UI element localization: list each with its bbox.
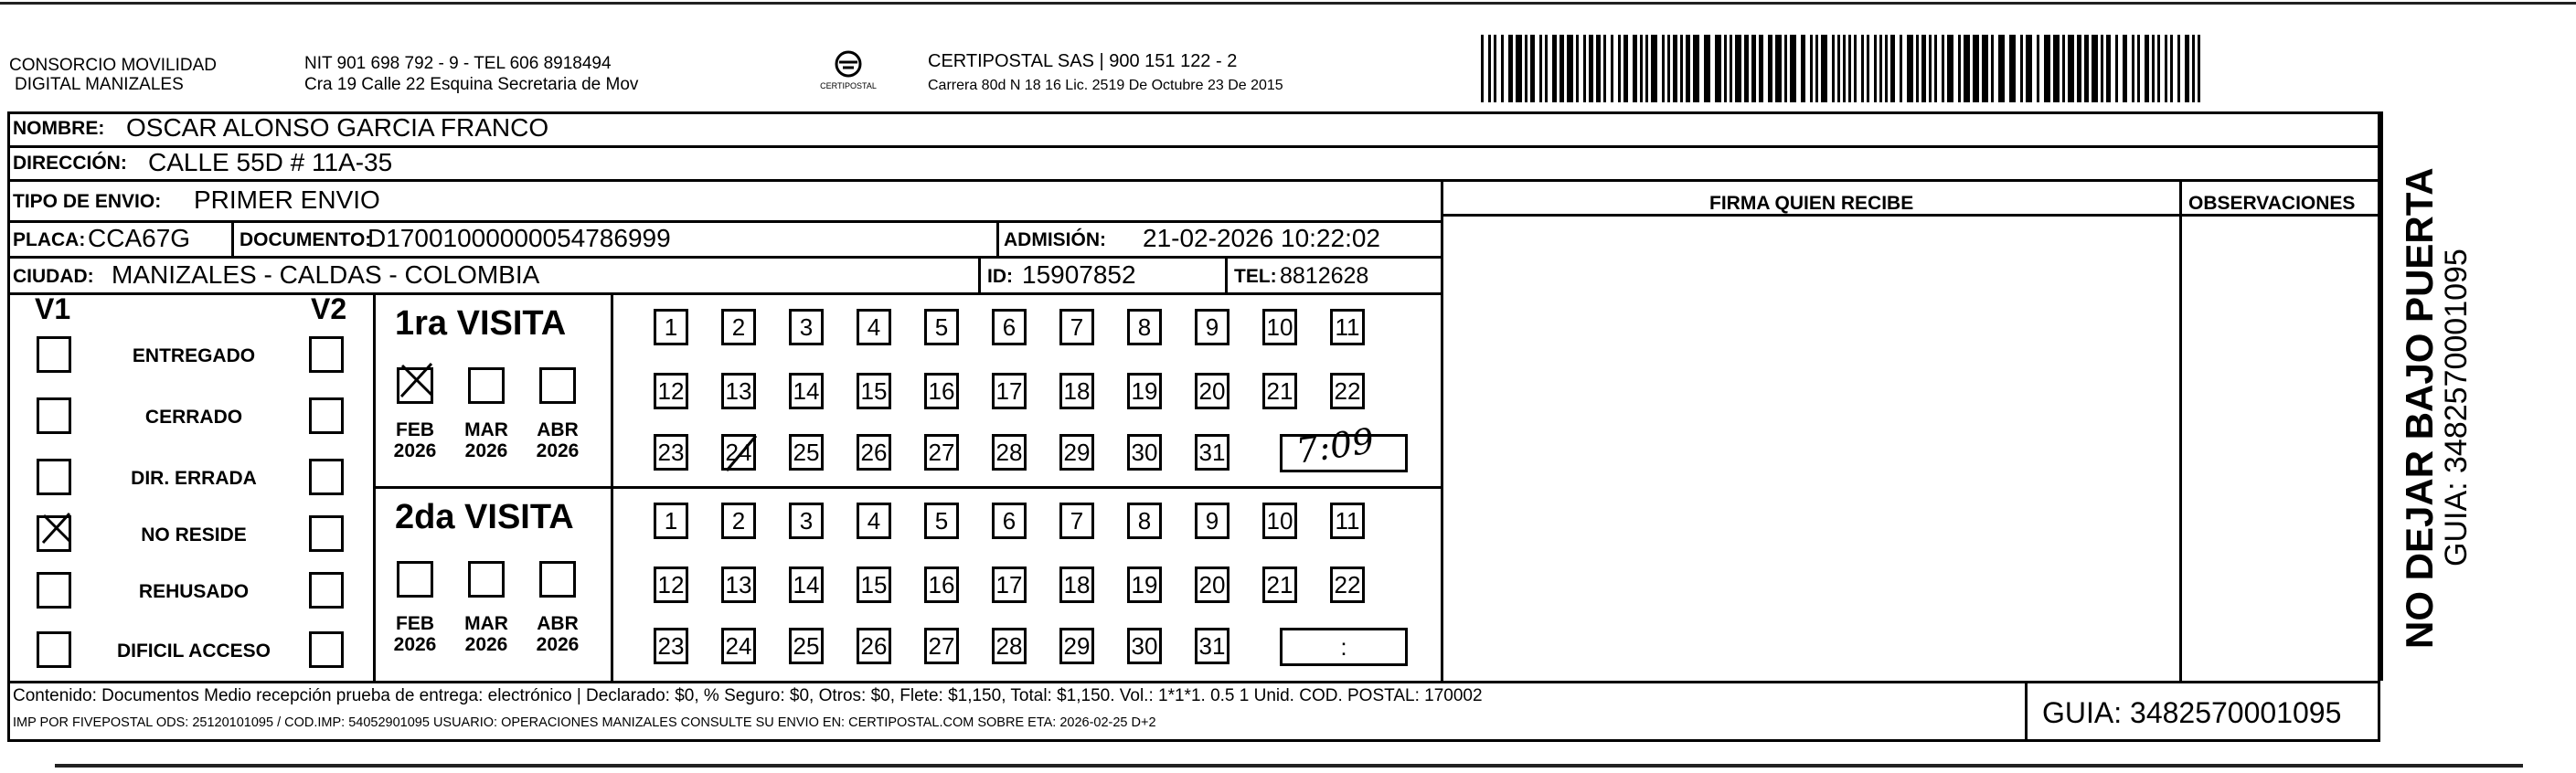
barcode-bar <box>1964 35 1970 102</box>
barcode-bar <box>1508 35 1513 102</box>
status-label: CERRADO <box>144 407 243 428</box>
tipo-envio-label: TIPO DE ENVIO: <box>13 191 162 212</box>
barcode-bar <box>1982 35 1988 102</box>
day-box[interactable]: 27 <box>924 434 959 471</box>
day-box[interactable]: 4 <box>857 503 891 539</box>
admision-value: 21-02-2026 10:22:02 <box>1143 224 1380 252</box>
barcode-bar <box>1516 35 1522 102</box>
barcode-bar <box>1921 35 1926 102</box>
barcode-bar <box>1832 35 1835 102</box>
day-box[interactable]: 18 <box>1059 373 1094 409</box>
barcode-bar <box>1861 35 1864 102</box>
barcode-bar <box>2020 35 2023 102</box>
day-box[interactable]: 21 <box>1262 567 1297 603</box>
day-box[interactable]: 1 <box>654 503 688 539</box>
col-divider <box>2380 111 2383 681</box>
check-mark-icon <box>40 512 73 545</box>
day-box[interactable]: 19 <box>1127 567 1162 603</box>
day-box[interactable]: 3 <box>789 503 824 539</box>
day-strike-mark <box>718 430 763 476</box>
row-divider <box>7 220 1442 223</box>
barcode-bar <box>1693 35 1699 102</box>
day-box[interactable]: 11 <box>1330 503 1365 539</box>
status-label: DIFICIL ACCESO <box>116 641 271 662</box>
barcode-bar <box>2165 35 2167 102</box>
day-box[interactable]: 5 <box>924 503 959 539</box>
barcode-bar <box>1633 35 1637 102</box>
barcode-bar <box>1525 35 1528 102</box>
day-box[interactable]: 20 <box>1195 567 1229 603</box>
barcode-bar <box>1680 35 1683 102</box>
v2-checkbox[interactable] <box>309 336 344 373</box>
v1-checkbox[interactable] <box>37 336 71 373</box>
barcode-bar <box>1947 35 1953 102</box>
barcode-bar <box>1759 35 1763 102</box>
barcode-bar <box>1589 35 1593 102</box>
sender-name-line1: CONSORCIO MOVILIDAD <box>9 56 217 75</box>
barcode-bar <box>1942 35 1944 102</box>
day-box[interactable]: 3 <box>789 309 824 345</box>
footer-guia: GUIA: 3482570001095 <box>2042 696 2342 729</box>
month-year: 2026 <box>393 440 437 461</box>
day-box[interactable]: 2 <box>721 503 756 539</box>
barcode-bar <box>2192 35 2195 102</box>
day-box[interactable]: 20 <box>1195 373 1229 409</box>
check-mark-icon <box>399 362 435 398</box>
month-name: FEB <box>396 419 434 440</box>
day-box[interactable]: 29 <box>1059 434 1094 471</box>
day-box[interactable]: 12 <box>654 373 688 409</box>
top-edge-line <box>0 2 2576 5</box>
barcode-bar <box>1686 35 1690 102</box>
barcode-bar <box>1481 35 1484 102</box>
barcode-bar <box>1530 35 1535 102</box>
time-box[interactable]: : <box>1280 628 1408 666</box>
v1-checkbox[interactable] <box>37 459 71 495</box>
footer-contenido: Contenido: Documentos Medio recepción prueba de entrega: electrónico | Declarado: $0, % Seguro: $0, Otros: $0, Flete: $1,150, Total: $1,150. Vol.: 1*1*1. 0.5 1 Unid. COD. POSTAL: 170002 <box>13 686 1483 705</box>
barcode-bar <box>1704 35 1710 102</box>
barcode-bar <box>1815 35 1818 102</box>
day-box[interactable]: 28 <box>992 434 1027 471</box>
day-box[interactable]: 11 <box>1330 309 1365 345</box>
barcode-bar <box>1545 35 1548 102</box>
month-year: 2026 <box>464 634 508 655</box>
nombre-value: OSCAR ALONSO GARCIA FRANCO <box>126 113 549 142</box>
day-box[interactable]: 22 <box>1330 373 1365 409</box>
v2-checkbox[interactable] <box>309 631 344 668</box>
observaciones-label: OBSERVACIONES <box>2188 193 2356 214</box>
col-divider <box>1225 256 1228 292</box>
barcode-bar <box>1662 35 1665 102</box>
barcode-bar <box>1801 35 1805 102</box>
barcode-bar <box>2092 35 2098 102</box>
barcode-bar <box>2053 35 2060 102</box>
barcode-bar <box>1854 35 1857 102</box>
visit-title: 2da VISITA <box>395 498 574 536</box>
day-box[interactable]: 27 <box>924 628 959 664</box>
id-value: 15907852 <box>1022 260 1136 289</box>
barcode-bar <box>1567 35 1573 102</box>
barcode-bar <box>1488 35 1491 102</box>
month-checkbox[interactable] <box>539 367 576 404</box>
barcode-bar <box>1583 35 1586 102</box>
v2-checkbox[interactable] <box>309 572 344 609</box>
day-box[interactable]: 24 <box>721 434 756 471</box>
barcode-bar <box>1751 35 1756 102</box>
barcode-bar <box>1890 35 1895 102</box>
barcode-bar <box>1730 35 1732 102</box>
day-box[interactable]: 23 <box>654 434 688 471</box>
v2-checkbox[interactable] <box>309 397 344 434</box>
handwritten-time: 7:09 <box>1293 420 1377 471</box>
day-box[interactable]: 24 <box>721 628 756 664</box>
sender-nit: NIT 901 698 792 - 9 - TEL 606 8918494 <box>304 54 612 73</box>
col-divider <box>2025 681 2028 742</box>
day-box[interactable]: 31 <box>1195 628 1229 664</box>
day-box[interactable]: 13 <box>721 373 756 409</box>
col-divider <box>1441 179 1443 681</box>
barcode-bar <box>1539 35 1542 102</box>
day-box[interactable]: 19 <box>1127 373 1162 409</box>
month-name: ABR <box>537 419 579 440</box>
day-box[interactable]: 30 <box>1127 628 1162 664</box>
barcode-bar <box>1611 35 1613 102</box>
month-name: MAR <box>464 419 508 440</box>
barcode-bar <box>1998 35 2005 102</box>
v2-checkbox[interactable] <box>309 515 344 552</box>
day-box[interactable]: 23 <box>654 628 688 664</box>
day-box[interactable]: 25 <box>789 628 824 664</box>
placa-label: PLACA: <box>13 229 86 250</box>
barcode-bar <box>1744 35 1749 102</box>
month-checkbox[interactable] <box>397 561 433 598</box>
barcode-bar <box>1867 35 1869 102</box>
documento-value: D17001000000054786999 <box>367 224 671 252</box>
month-year: 2026 <box>393 634 437 655</box>
v1-label: V1 <box>35 292 71 325</box>
barcode-bar <box>2068 35 2074 102</box>
sender-address: Cra 19 Calle 22 Esquina Secretaria de Mov <box>304 75 639 94</box>
barcode-bar <box>1623 35 1628 102</box>
courier-address: Carrera 80d N 18 16 Lic. 2519 De Octubre 23 De 2015 <box>928 78 1283 93</box>
admision-label: ADMISIÓN: <box>1004 229 1106 250</box>
barcode-bar <box>1735 35 1741 102</box>
barcode-bar <box>1848 35 1851 102</box>
day-box[interactable]: 25 <box>789 434 824 471</box>
firma-label: FIRMA QUIEN RECIBE <box>1709 193 1914 214</box>
barcode-bar <box>1651 35 1657 102</box>
barcode-bar <box>1837 35 1840 102</box>
barcode-bar <box>2084 35 2089 102</box>
barcode-bar <box>1559 35 1564 102</box>
tipo-envio-value: PRIMER ENVIO <box>194 185 380 214</box>
barcode-bar <box>1900 35 1902 102</box>
barcode-bar <box>2137 35 2140 102</box>
barcode-bar <box>2177 35 2180 102</box>
barcode-bar <box>1645 35 1648 102</box>
visit-title: 1ra VISITA <box>395 304 567 343</box>
day-box[interactable]: 6 <box>992 309 1027 345</box>
side-guia: GUIA: 3482570001095 <box>2439 249 2474 567</box>
month-year: 2026 <box>536 440 580 461</box>
col-divider <box>2179 179 2182 681</box>
row-divider <box>1441 214 2380 217</box>
barcode-bar <box>1715 35 1721 102</box>
barcode <box>1481 35 2208 102</box>
barcode-bar <box>1991 35 1994 102</box>
day-box[interactable]: 10 <box>1262 503 1297 539</box>
day-box[interactable]: 22 <box>1330 567 1365 603</box>
status-label: DIR. ERRADA <box>131 468 257 489</box>
day-box[interactable]: 28 <box>992 628 1027 664</box>
footer-imp: IMP POR FIVEPOSTAL ODS: 25120101095 / COD.IMP: 54052901095 USUARIO: OPERACIONES MANIZALES CONSULTE SU ENVIO EN: CERTIPOSTAL.COM SOBRE ETA: 2026-02-25 D+2 <box>13 715 1156 730</box>
v1-checkbox[interactable] <box>37 631 71 668</box>
barcode-bar <box>2077 35 2081 102</box>
barcode-bar <box>2009 35 2016 102</box>
row-divider <box>373 486 1442 489</box>
barcode-bar <box>2185 35 2189 102</box>
day-box[interactable]: 31 <box>1195 434 1229 471</box>
day-box[interactable]: 15 <box>857 567 891 603</box>
barcode-bar <box>1810 35 1813 102</box>
barcode-bar <box>2157 35 2160 102</box>
barcode-bar <box>1603 35 1606 102</box>
status-label: ENTREGADO <box>132 345 256 366</box>
no-dejar-warning: NO DEJAR BAJO PUERTA <box>2398 167 2441 649</box>
barcode-bar <box>2132 35 2134 102</box>
v2-checkbox[interactable] <box>309 459 344 495</box>
col-divider <box>231 220 234 256</box>
day-box[interactable]: 6 <box>992 503 1027 539</box>
month-checkbox[interactable] <box>539 561 576 598</box>
day-box[interactable]: 1 <box>654 309 688 345</box>
barcode-bar <box>1596 35 1601 102</box>
month-name: ABR <box>537 613 579 634</box>
certipostal-logo <box>812 46 885 97</box>
barcode-bar <box>2152 35 2155 102</box>
barcode-bar <box>2106 35 2111 102</box>
month-year: 2026 <box>536 634 580 655</box>
certipostal-logo-text: CERTIPOSTAL <box>820 81 877 90</box>
sender-name-line2: DIGITAL MANIZALES <box>15 75 184 94</box>
month-checkbox[interactable] <box>468 367 505 404</box>
barcode-bar <box>1775 35 1782 102</box>
bottom-edge-line <box>55 764 2523 768</box>
barcode-bar <box>2123 35 2127 102</box>
day-box[interactable]: 30 <box>1127 434 1162 471</box>
barcode-bar <box>1843 35 1846 102</box>
day-box[interactable]: 10 <box>1262 309 1297 345</box>
day-box[interactable]: 9 <box>1195 309 1229 345</box>
month-name: MAR <box>464 613 508 634</box>
barcode-bar <box>1494 35 1496 102</box>
barcode-bar <box>1821 35 1827 102</box>
barcode-bar <box>1501 35 1504 102</box>
row-divider <box>7 179 2380 182</box>
barcode-bar <box>2115 35 2118 102</box>
barcode-bar <box>1929 35 1932 102</box>
barcode-bar <box>1790 35 1796 102</box>
day-box[interactable]: 26 <box>857 628 891 664</box>
day-box[interactable]: 17 <box>992 567 1027 603</box>
barcode-bar <box>1724 35 1727 102</box>
day-box[interactable]: 16 <box>924 373 959 409</box>
day-box[interactable]: 5 <box>924 309 959 345</box>
placa-value: CCA67G <box>88 224 191 252</box>
barcode-bar <box>1916 35 1919 102</box>
day-box[interactable]: 7 <box>1059 503 1094 539</box>
row-divider <box>7 292 1442 295</box>
day-box[interactable]: 17 <box>992 373 1027 409</box>
barcode-bar <box>1576 35 1579 102</box>
courier-name: CERTIPOSTAL SAS | 900 151 122 - 2 <box>928 51 1238 71</box>
nombre-label: NOMBRE: <box>13 118 105 139</box>
day-box[interactable]: 14 <box>789 567 824 603</box>
day-box[interactable]: 16 <box>924 567 959 603</box>
barcode-bar <box>1673 35 1677 102</box>
day-box[interactable]: 13 <box>721 567 756 603</box>
status-label: NO RESIDE <box>141 524 247 545</box>
day-box[interactable]: 2 <box>721 309 756 345</box>
barcode-bar <box>1768 35 1772 102</box>
day-box[interactable]: 9 <box>1195 503 1229 539</box>
direccion-value: CALLE 55D # 11A-35 <box>148 148 393 176</box>
day-box[interactable]: 18 <box>1059 567 1094 603</box>
barcode-bar <box>1552 35 1557 102</box>
barcode-bar <box>2044 35 2050 102</box>
barcode-bar <box>1640 35 1643 102</box>
day-box[interactable]: 7 <box>1059 309 1094 345</box>
barcode-bar <box>1618 35 1621 102</box>
day-box[interactable]: 21 <box>1262 373 1297 409</box>
barcode-bar <box>1784 35 1787 102</box>
v1-checkbox[interactable] <box>37 572 71 609</box>
barcode-bar <box>2026 35 2032 102</box>
day-box[interactable]: 12 <box>654 567 688 603</box>
status-label: REHUSADO <box>138 581 250 602</box>
barcode-bar <box>2198 35 2200 102</box>
day-box[interactable]: 14 <box>789 373 824 409</box>
barcode-bar <box>1973 35 1979 102</box>
v1-checkbox[interactable] <box>37 397 71 434</box>
direccion-label: DIRECCIÓN: <box>13 153 127 174</box>
col-divider <box>978 256 981 292</box>
col-divider <box>996 220 999 256</box>
day-box[interactable]: 29 <box>1059 628 1094 664</box>
barcode-bar <box>2062 35 2065 102</box>
id-label: ID: <box>987 266 1013 287</box>
barcode-bar <box>2145 35 2149 102</box>
barcode-bar <box>1874 35 1877 102</box>
ciudad-value: MANIZALES - CALDAS - COLOMBIA <box>112 260 540 289</box>
barcode-bar <box>2170 35 2173 102</box>
barcode-bar <box>2037 35 2039 102</box>
barcode-bar <box>1907 35 1913 102</box>
day-box[interactable]: 26 <box>857 434 891 471</box>
tel-label: TEL: <box>1234 266 1277 287</box>
barcode-bar <box>1667 35 1670 102</box>
day-box[interactable]: 15 <box>857 373 891 409</box>
tel-value: 8812628 <box>1280 263 1369 289</box>
barcode-bar <box>2101 35 2103 102</box>
barcode-bar <box>1934 35 1937 102</box>
month-checkbox[interactable] <box>468 561 505 598</box>
barcode-bar <box>1958 35 1961 102</box>
v2-label: V2 <box>311 292 347 325</box>
ciudad-label: CIUDAD: <box>13 266 94 287</box>
barcode-bar <box>1885 35 1888 102</box>
month-name: FEB <box>396 613 434 634</box>
month-year: 2026 <box>464 440 508 461</box>
day-box[interactable]: 4 <box>857 309 891 345</box>
documento-label: DOCUMENTO: <box>240 229 372 250</box>
barcode-bar <box>1879 35 1882 102</box>
day-box[interactable]: 8 <box>1127 309 1162 345</box>
day-box[interactable]: 8 <box>1127 503 1162 539</box>
